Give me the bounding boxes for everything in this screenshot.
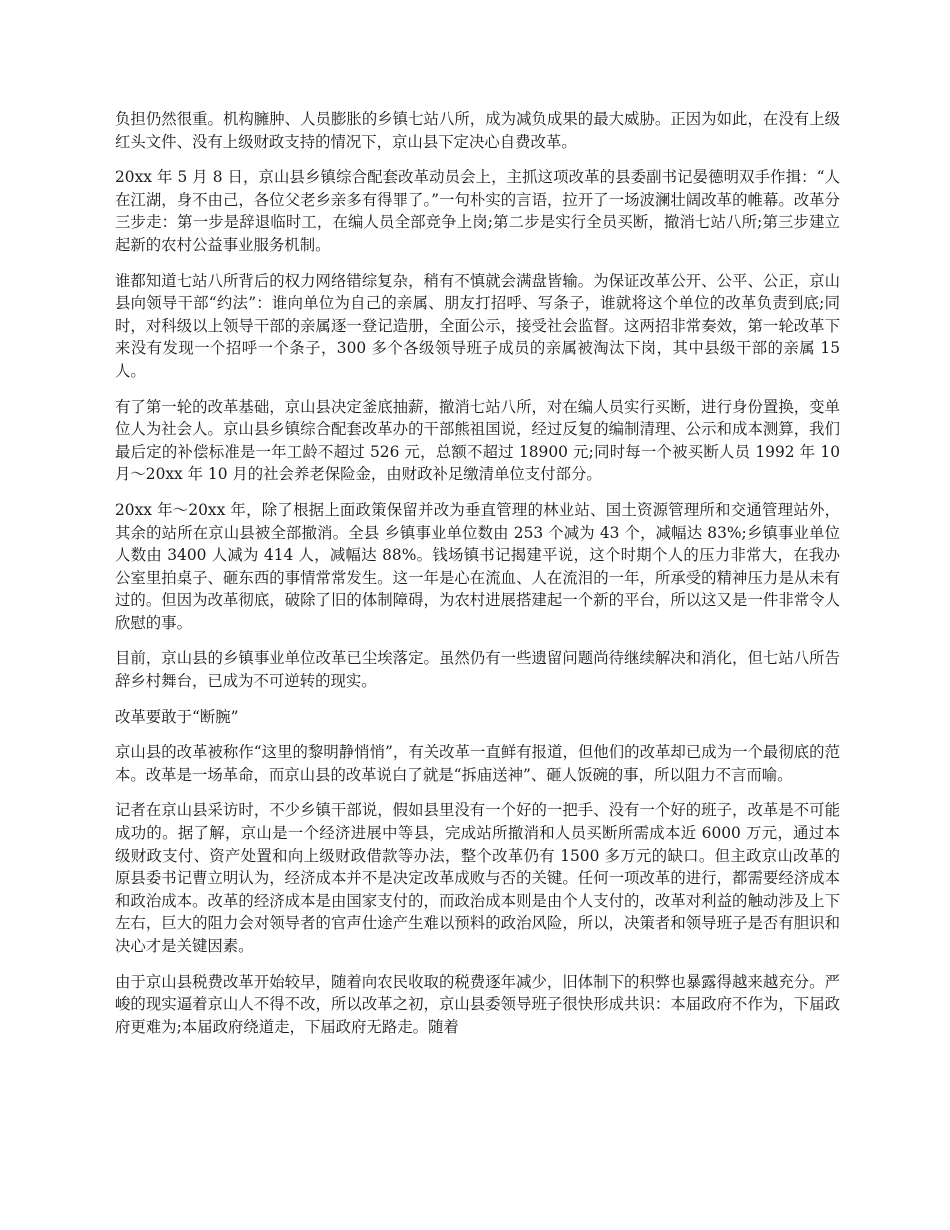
paragraph-3: 谁都知道七站八所背后的权力网络错综复杂，稍有不慎就会满盘皆输。为保证改革公开、公平、公正，京山县向领导干部“约法”：谁向单位为自己的亲属、朋友打招呼、写条子，谁就将这个单位的改革负责到底;同时，对科级以上领导干部的亲属逐一登记造册，全面公示，接受社会监督。这两招非常奏效，第一轮改革下来没有发现一个招呼一个条子，300 多个各级领导班子成员的亲属被淘汰下岗，其中县级干部的亲属 15 人。: [115, 271, 840, 380]
paragraph-8: 记者在京山县采访时，不少乡镇干部说，假如县里没有一个好的一把手、没有一个好的班子，改革是不可能成功的。据了解，京山是一个经济进展中等县，完成站所撤消和人员买断所需成本近 6000 万元，通过本级财政支付、资产处置和向上级财政借款等办法，整个改革仍有 1500 多万元的缺口。但主政京山改革的原县委书记曹立明认为，经济成本并不是决定改革成败与否的关键。任何一项改革的进行，都需要经济成本和政治成本。改革的经济成本是由国家支付的，而政治成本则是由个人支付的，改革对利益的触动涉及上下左右，巨大的阻力会对领导者的官声仕途产生难以预料的政治风险，所以，决策者和领导班子是否有胆识和决心才是关键因素。: [115, 801, 840, 955]
paragraph-1: 负担仍然很重。机构臃肿、人员膨胀的乡镇七站八所，成为减负成果的最大威胁。正因为如此，在没有上级红头文件、没有上级财政支持的情况下，京山县下定决心自费改革。: [115, 110, 840, 151]
paragraph-5: 20xx 年～20xx 年，除了根据上面政策保留并改为垂直管理的林业站、国土资源管理所和交通管理站外，其余的站所在京山县被全部撤消。全县 乡镇事业单位数由 253 个减为 43 个，减幅达 83%;乡镇事业单位人数由 3400 人减为 414 人，减幅达 88%。钱场镇书记揭建平说，这个时期个人的压力非常大，在我办公室里拍桌子、砸东西的事情常常发生。这一年是心在流血、人在流泪的一年，所承受的精神压力是从未有过的。但因为改革彻底，破除了旧的体制障碍，为农村进展搭建起一个新的平台，所以这又是一件非常令人欣慰的事。: [115, 500, 840, 632]
paragraph-7: 京山县的改革被称作“这里的黎明静悄悄”，有关改革一直鲜有报道，但他们的改革却已成为一个最彻底的范本。改革是一场革命，而京山县的改革说白了就是“拆庙送神”、砸人饭碗的事，所以阻力不言而喻。: [115, 743, 840, 784]
section-heading: 改革要敢于“断腕”: [115, 707, 239, 726]
document-body: [115, 108, 840, 1051]
paragraph-9: 由于京山县税费改革开始较早，随着向农民收取的税费逐年减少，旧体制下的积弊也暴露得越来越充分。严峻的现实逼着京山人不得不改，所以改革之初，京山县委领导班子很快形成共识：本届政府不作为，下届政府更难为;本届政府绕道走，下届政府无路走。随着: [115, 972, 840, 1036]
paragraph-4: 有了第一轮的改革基础，京山县决定釜底抽薪，撤消七站八所，对在编人员实行买断，进行身份置换，变单位人为社会人。京山县乡镇综合配套改革办的干部熊祖国说，经过反复的编制清理、公示和成本测算，我们最后定的补偿标准是一年工龄不超过 526 元，总额不超过 18900 元;同时每一个被买断人员 1992 年 10 月～20xx 年 10 月的社会养老保险金，由财政补足缴清单位支付部分。: [115, 397, 840, 484]
paragraph-2: 20xx 年 5 月 8 日，京山县乡镇综合配套改革动员会上，主抓这项改革的县委副书记晏德明双手作揖：“人在江湖，身不由己，各位父老乡亲多有得罪了。”一句朴实的言语，拉开了一场波澜壮阔改革的帷幕。改革分三步走：第一步是辞退临时工，在编人员全部竞争上岗;第二步是实行全员买断，撤消七站八所;第三步建立起新的农村公益事业服务机制。: [115, 168, 840, 254]
paragraph-6: 目前，京山县的乡镇事业单位改革已尘埃落定。虽然仍有一些遗留问题尚待继续解决和消化，但七站八所告辞乡村舞台，已成为不可逆转的现实。: [115, 649, 840, 691]
